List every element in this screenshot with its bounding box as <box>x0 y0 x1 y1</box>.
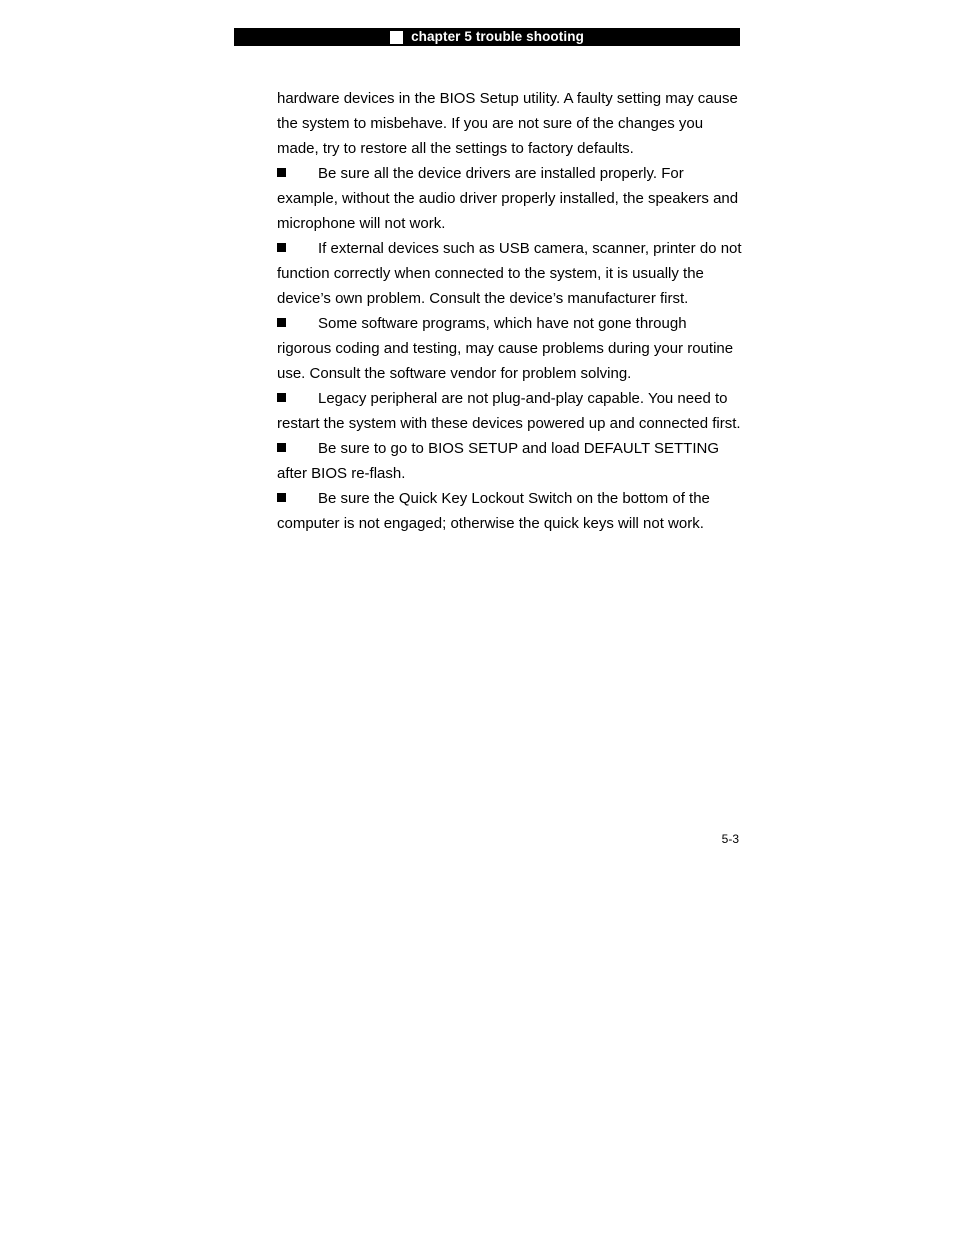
bullet-item <box>277 161 743 236</box>
bullet-text: Legacy peripheral are not plug-and-play capable. You need to restart the system with these devices powered up and connected first. <box>277 390 741 432</box>
bullet-square-icon <box>277 386 318 411</box>
bullet-text: Be sure all the device drivers are installed properly. For example, without the audio driver properly installed, the speakers and microphone will not work. <box>277 165 739 232</box>
page-number: 5-3 <box>721 832 739 846</box>
bullet-item <box>277 436 743 486</box>
chapter-header-bar <box>234 28 740 46</box>
page-body <box>277 86 743 536</box>
square-icon <box>390 31 403 44</box>
intro-paragraph: hardware devices in the BIOS Setup utility. A faulty setting may cause the system to misbehave. If you are not sure of the changes you made, try to restore all the settings to factory defaults. <box>277 90 738 157</box>
bullet-square-icon <box>277 486 318 511</box>
bullet-square-icon <box>277 236 318 261</box>
bullet-square-icon <box>277 161 318 186</box>
chapter-title: chapter 5 trouble shooting <box>411 29 584 44</box>
bullet-text: Be sure the Quick Key Lockout Switch on the bottom of the computer is not engaged; otherwise the quick keys will not work. <box>277 490 710 532</box>
bullet-text: Be sure to go to BIOS SETUP and load DEFAULT SETTING after BIOS re-flash. <box>277 440 720 482</box>
bullet-text: If external devices such as USB camera, scanner, printer do not function correctly when connected to the system, it is usually the device’s own problem. Consult the device’s manufacturer first. <box>277 240 742 307</box>
bullet-item <box>277 386 743 436</box>
bullet-item <box>277 486 743 536</box>
bullet-text: Some software programs, which have not gone through rigorous coding and testing, may cause problems during your routine use. Consult the software vendor for problem solving. <box>277 315 734 382</box>
bullet-square-icon <box>277 311 318 336</box>
bullet-item <box>277 311 743 386</box>
bullet-square-icon <box>277 436 318 461</box>
bullet-item <box>277 236 743 311</box>
